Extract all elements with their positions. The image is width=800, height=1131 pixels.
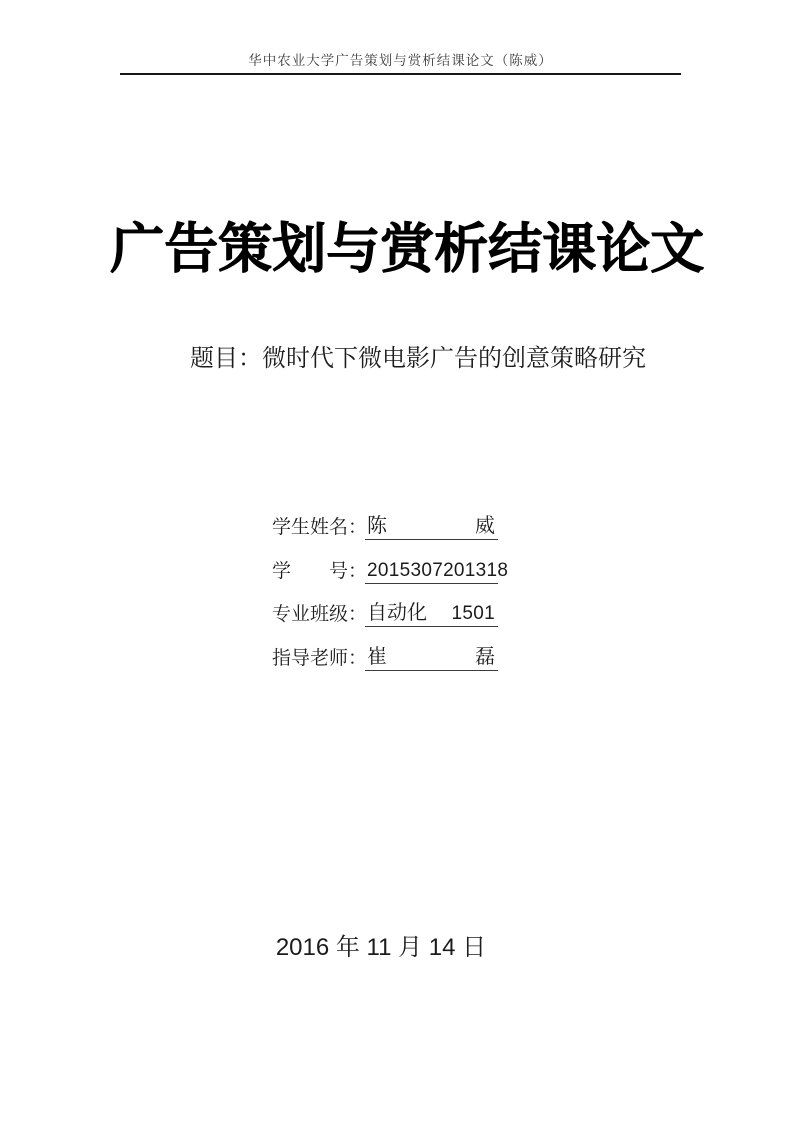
date-line: 2016 年 11 月 14 日 [275,934,487,961]
field-value-class [365,602,498,627]
field-row-advisor [272,627,498,670]
field-value-student-name [365,515,498,540]
header-divider-rule [120,73,681,75]
field-label-advisor: 指导老师： [272,647,368,669]
thesis-subject-line: 题目：微时代下微电影广告的创意策略研究 [190,345,646,372]
field-value-right: 磊 [475,645,495,668]
page-header-text: 华中农业大学广告策划与赏析结课论文（陈威） [248,53,553,68]
field-value-left: 2015307201318 [367,559,509,581]
field-row-student-name [272,497,498,540]
field-row-student-id [272,540,509,583]
field-value-right: 威 [475,515,495,538]
info-fields [272,497,509,671]
field-row-class [272,584,498,627]
field-value-left: 崔 [367,645,387,668]
field-value-left: 自动化 [367,602,427,625]
field-value-right: 1501 [451,603,495,625]
field-label-class: 专业班级： [272,604,368,626]
field-label-student-name: 学生姓名： [272,517,368,539]
main-title: 广告策划与赏析结课论文 [110,216,704,280]
field-value-left: 陈 [367,515,387,538]
field-value-student-id [365,559,509,584]
field-value-advisor [365,646,498,671]
field-label-student-id: 学 号： [272,560,368,582]
